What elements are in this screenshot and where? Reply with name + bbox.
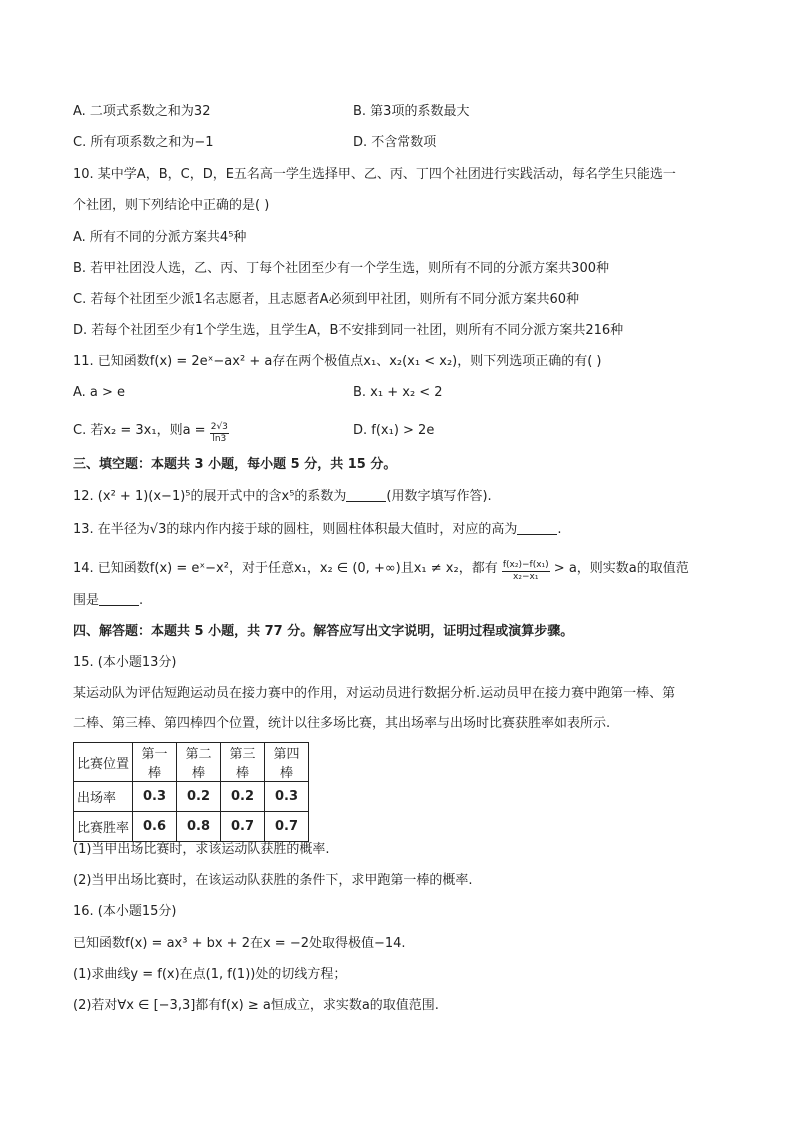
q13: [73, 520, 562, 540]
table-header-row: [74, 743, 309, 782]
q15-title: 15. (本小题13分): [73, 655, 177, 670]
table-header-cell: 比赛位置: [74, 743, 133, 782]
table-row-label: 出场率: [74, 782, 133, 812]
table-cell: 0.3: [265, 782, 309, 812]
table-header-cell: 第二棒: [177, 743, 221, 782]
q16-title: 16. (本小题15分): [73, 904, 177, 919]
q9-option-d: D. 不含常数项: [353, 135, 437, 150]
q10-option-c: C. 若每个社团至少派1名志愿者，且志愿者A必须到甲社团，则所有不同分派方案共60种: [73, 292, 580, 307]
q15-intro-line1: 某运动队为评估短跑运动员在接力赛中的作用，对运动员进行数据分析.运动员甲在接力赛中跑第一棒、第: [73, 686, 676, 701]
fraction-denominator: x₂−x₁: [513, 572, 539, 582]
fraction-numerator: f(x₂)−f(x₁): [502, 560, 549, 570]
q10-option-a: A. 所有不同的分派方案共4⁵种: [73, 230, 247, 245]
q14-line1: [73, 559, 689, 583]
q14-line2-before: 围是: [73, 593, 100, 608]
q13-text-after: .: [557, 522, 562, 537]
table-cell: 0.8: [177, 812, 221, 842]
q15-stats-table: [73, 742, 309, 842]
answer-blank: [99, 591, 139, 606]
section-3-heading: 三、填空题：本题共 3 小题，每小题 5 分，共 15 分。: [73, 457, 397, 472]
table-row: [74, 812, 309, 842]
answer-blank: [346, 487, 386, 502]
table-cell: 0.2: [177, 782, 221, 812]
q11-option-b: B. x₁ + x₂ < 2: [353, 385, 443, 400]
q11-option-a: A. a > e: [73, 385, 126, 400]
table-cell: 0.7: [265, 812, 309, 842]
table-row-label: 比赛胜率: [74, 812, 133, 842]
table-cell: 0.2: [221, 782, 265, 812]
q15-part1: (1)当甲出场比赛时，求该运动队获胜的概率.: [73, 842, 330, 857]
section-4-heading: 四、解答题：本题共 5 小题，共 77 分。解答应写出文字说明，证明过程或演算步骤。: [73, 624, 574, 639]
table-header-cell: 第四棒: [265, 743, 309, 782]
q12-text-before: 12. (x² + 1)(x−1)⁵的展开式中的含x⁵的系数为: [73, 489, 347, 504]
q15-intro-line2: 二棒、第三棒、第四棒四个位置，统计以往多场比赛，其出场率与出场时比赛获胜率如表所示.: [73, 716, 611, 731]
table-cell: 0.7: [221, 812, 265, 842]
q12-text-after: (用数字填写作答).: [386, 489, 492, 504]
q11-option-c: [73, 421, 229, 445]
q15-part2: (2)当甲出场比赛时，在该运动队获胜的条件下，求甲跑第一棒的概率.: [73, 873, 473, 888]
q11-option-d: D. f(x₁) > 2e: [353, 423, 435, 438]
q14-fraction: [502, 560, 550, 583]
q9-option-a: A. 二项式系数之和为32: [73, 104, 211, 119]
table-cell: 0.6: [133, 812, 177, 842]
q9-option-b: B. 第3项的系数最大: [353, 104, 470, 119]
table-cell: 0.3: [133, 782, 177, 812]
q10-option-d: D. 若每个社团至少有1个学生选，且学生A，B不安排到同一社团，则所有不同分派方案共216种: [73, 323, 624, 338]
answer-blank: [517, 520, 557, 535]
q10-option-b: B. 若甲社团没人选，乙、丙、丁每个社团至少有一个学生选，则所有不同的分派方案共300种: [73, 261, 609, 276]
q16-part1: (1)求曲线y = f(x)在点(1, f(1))处的切线方程；: [73, 967, 347, 982]
q12: [73, 487, 492, 507]
q16-stem: 已知函数f(x) = ax³ + bx + 2在x = −2处取得极值−14.: [73, 936, 406, 951]
fraction-denominator: ln3: [212, 434, 227, 444]
q13-text-before: 13. 在半径为√3的球内作内接于球的圆柱，则圆柱体积最大值时，对应的高为: [73, 522, 518, 537]
table-header-cell: 第一棒: [133, 743, 177, 782]
q10-stem-line1: 10. 某中学A，B，C，D，E五名高一学生选择甲、乙、丙、丁四个社团进行实践活动，每名学生只能选一: [73, 167, 676, 182]
q11-option-c-fraction: [210, 422, 229, 445]
table-row: [74, 782, 309, 812]
q14-text-after: > a，则实数a的取值范: [553, 561, 689, 576]
q10-stem-line2: 个社团，则下列结论中正确的是( ): [73, 198, 270, 213]
q14-text-before: 14. 已知函数f(x) = eˣ−x²，对于任意x₁，x₂ ∈ (0, +∞)且x₁ ≠ x₂，都有: [73, 561, 498, 576]
q11-option-c-text: C. 若x₂ = 3x₁，则a =: [73, 423, 206, 438]
q9-option-c: C. 所有项系数之和为−1: [73, 135, 214, 150]
fraction-numerator: 2√3: [210, 422, 228, 432]
q14-line2-after: .: [139, 593, 144, 608]
q11-stem: 11. 已知函数f(x) = 2eˣ−ax² + a存在两个极值点x₁、x₂(x₁ < x₂)，则下列选项正确的有( ): [73, 354, 602, 369]
q14-line2: [73, 591, 143, 611]
table-header-cell: 第三棒: [221, 743, 265, 782]
q16-part2: (2)若对∀x ∈ [−3,3]都有f(x) ≥ a恒成立，求实数a的取值范围.: [73, 998, 439, 1013]
